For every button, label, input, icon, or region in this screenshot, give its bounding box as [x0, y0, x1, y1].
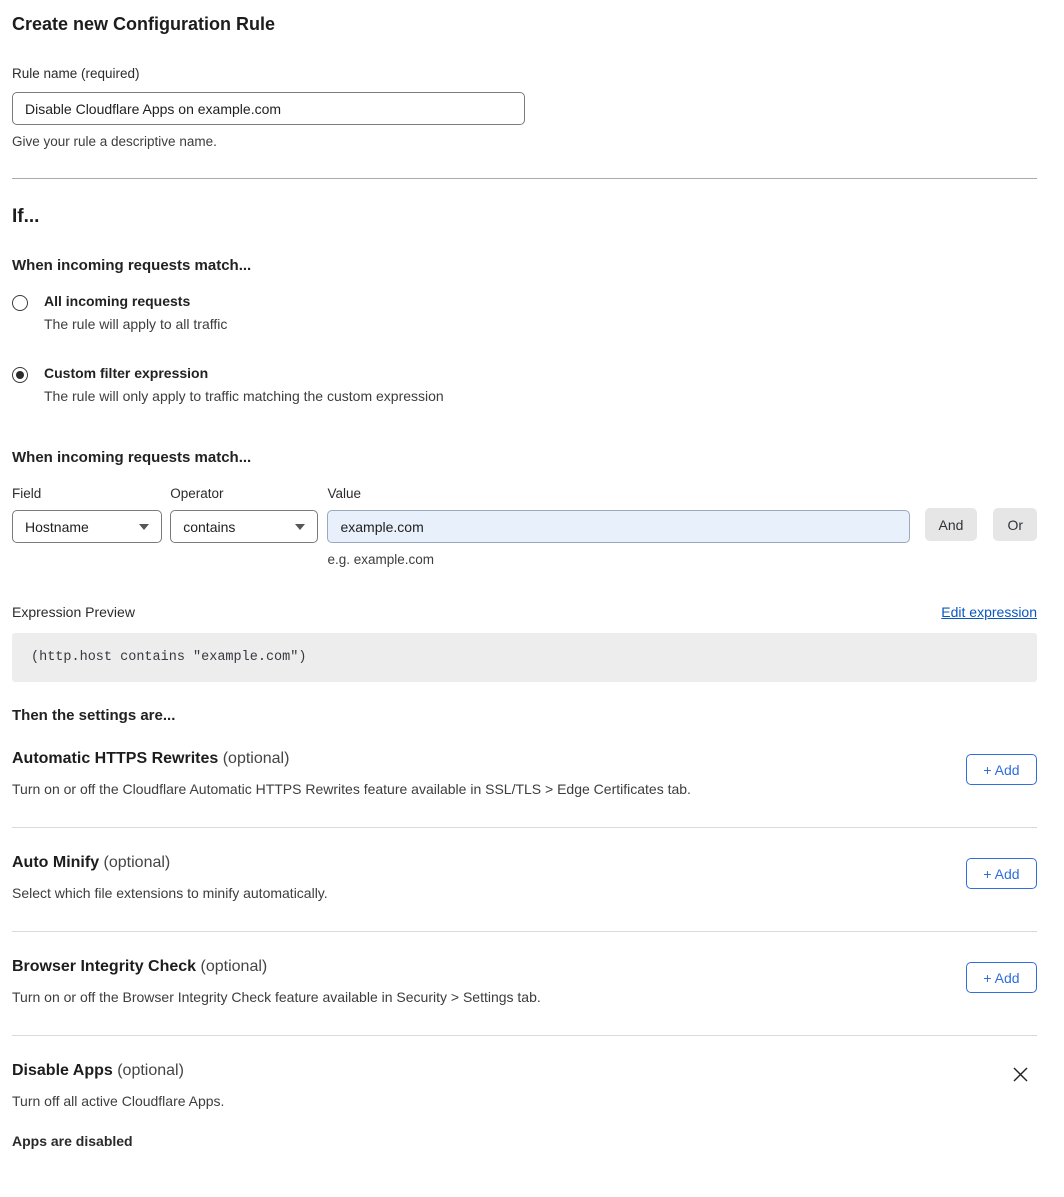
filter-builder-heading: When incoming requests match... — [12, 449, 252, 466]
expression-preview-label: Expression Preview — [12, 604, 135, 620]
operator-select-value: contains — [183, 518, 236, 535]
add-browser-integrity-check-button[interactable]: + Add — [966, 962, 1037, 993]
add-automatic-https-rewrites-button[interactable]: + Add — [966, 754, 1037, 785]
field-select[interactable] — [12, 510, 162, 543]
request-match-radio-group — [12, 293, 1037, 404]
setting-optional-tag: (optional) — [103, 854, 171, 871]
value-label: Value — [327, 486, 362, 501]
close-icon — [1012, 1066, 1029, 1083]
setting-row-automatic-https-rewrites — [12, 724, 1037, 828]
setting-optional-tag: (optional) — [222, 750, 290, 767]
setting-description: Turn on or off the Browser Integrity Check feature available in Security > Settings tab. — [12, 989, 541, 1005]
setting-description: Turn on or off the Cloudflare Automatic HTTPS Rewrites feature available in SSL/TLS > Edge Certificates tab. — [12, 781, 691, 797]
page-title: Create new Configuration Rule — [12, 14, 276, 34]
if-heading: If... — [12, 206, 40, 227]
and-button[interactable]: And — [925, 508, 978, 541]
operator-label: Operator — [170, 486, 224, 501]
remove-disable-apps-button[interactable] — [1010, 1064, 1031, 1085]
setting-title: Disable Apps — [12, 1062, 113, 1079]
add-auto-minify-button[interactable]: + Add — [966, 858, 1037, 889]
field-select-value: Hostname — [25, 518, 89, 535]
radio-all-incoming-label: All incoming requests — [44, 293, 191, 309]
setting-description: Turn off all active Cloudflare Apps. — [12, 1093, 225, 1109]
section-divider — [12, 178, 1037, 179]
radio-unselected-icon[interactable] — [12, 295, 28, 311]
rule-name-block — [12, 65, 1037, 149]
value-input[interactable] — [327, 510, 909, 543]
setting-row-browser-integrity-check — [12, 932, 1037, 1036]
rule-name-label: Rule name (required) — [12, 66, 140, 81]
setting-title: Auto Minify — [12, 854, 100, 871]
setting-description: Select which file extensions to minify automatically. — [12, 885, 328, 901]
chevron-down-icon — [295, 524, 305, 530]
radio-all-incoming-requests[interactable] — [12, 293, 1037, 332]
expression-preview-header — [12, 604, 1037, 620]
setting-optional-tag: (optional) — [200, 958, 268, 975]
edit-expression-link[interactable]: Edit expression — [941, 604, 1037, 620]
setting-title: Browser Integrity Check — [12, 958, 197, 975]
filter-builder-row — [12, 486, 1037, 567]
create-configuration-rule-form — [12, 0, 1037, 1197]
setting-optional-tag: (optional) — [117, 1062, 184, 1079]
radio-custom-filter-expression[interactable] — [12, 365, 1037, 404]
setting-row-auto-minify — [12, 828, 1037, 932]
radio-all-incoming-desc: The rule will apply to all traffic — [44, 316, 228, 332]
operator-select[interactable] — [170, 510, 318, 543]
settings-heading: Then the settings are... — [12, 707, 176, 724]
expression-code: (http.host contains "example.com") — [31, 650, 307, 665]
apps-disabled-status: Apps are disabled — [12, 1133, 133, 1149]
setting-row-disable-apps — [12, 1036, 1037, 1197]
chevron-down-icon — [139, 524, 149, 530]
rule-name-helper: Give your rule a descriptive name. — [12, 134, 217, 149]
setting-title: Automatic HTTPS Rewrites — [12, 750, 219, 767]
value-helper: e.g. example.com — [327, 552, 435, 567]
or-button[interactable]: Or — [993, 508, 1037, 541]
rule-name-input[interactable] — [12, 92, 525, 125]
field-label: Field — [12, 486, 42, 501]
radio-custom-filter-desc: The rule will only apply to traffic matching the custom expression — [44, 388, 444, 404]
radio-custom-filter-label: Custom filter expression — [44, 365, 209, 381]
radio-selected-icon[interactable] — [12, 367, 28, 383]
match-heading: When incoming requests match... — [12, 257, 252, 274]
expression-preview-box — [12, 633, 1037, 682]
